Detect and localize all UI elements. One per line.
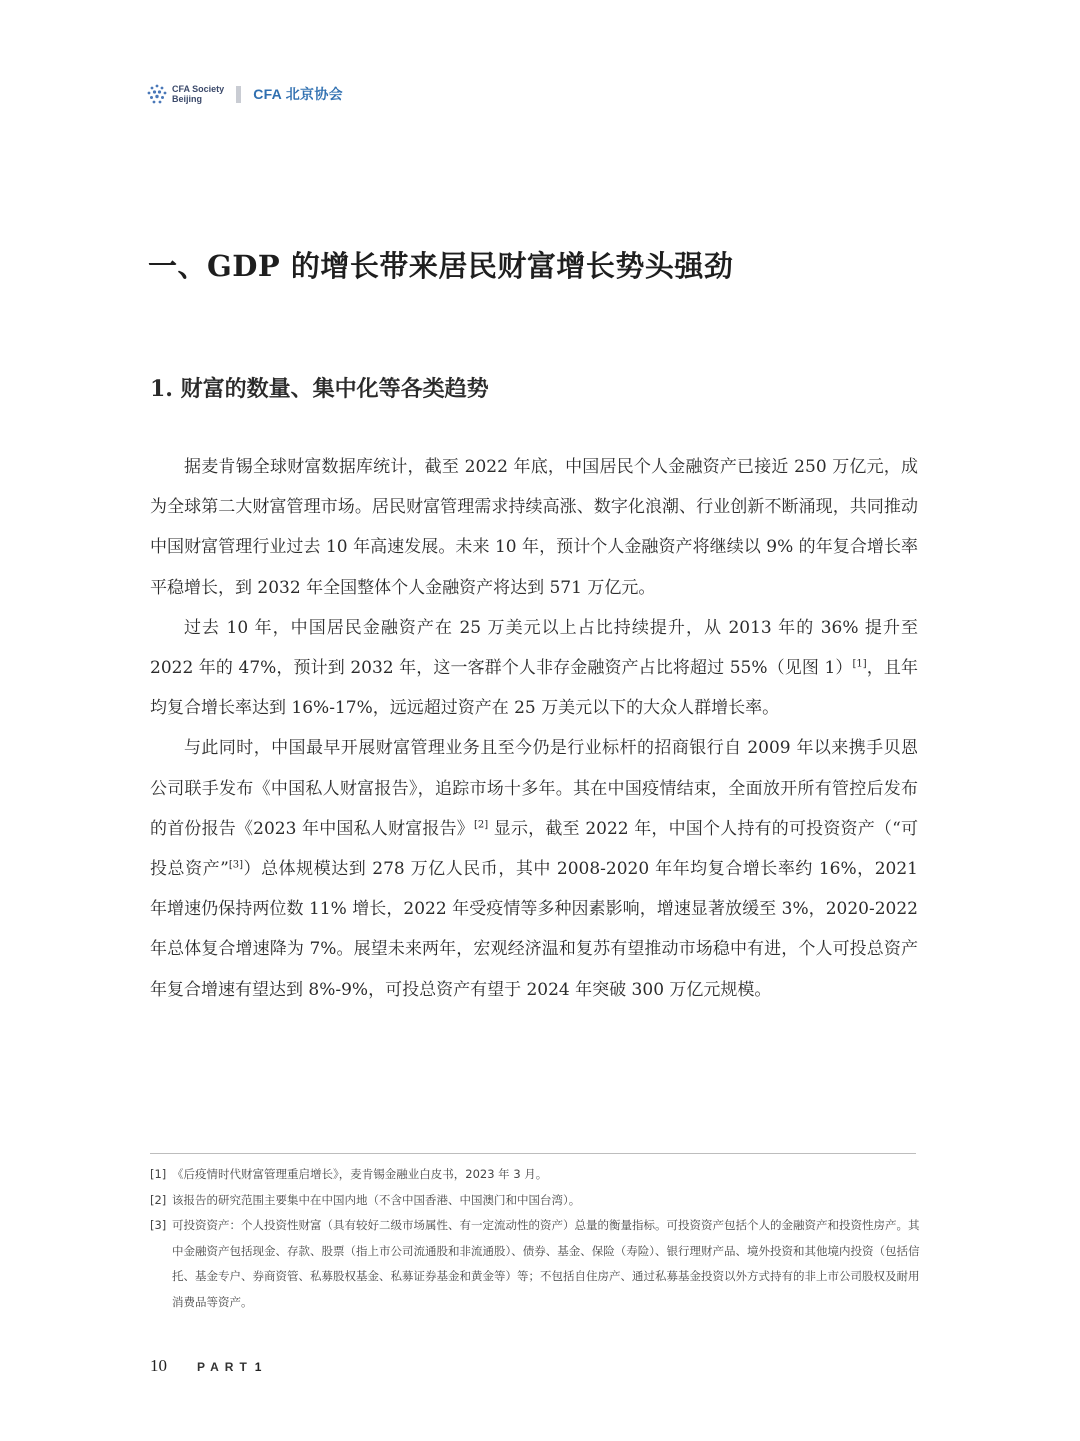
footnote-number: [1] xyxy=(150,1167,167,1181)
footnote-number: [2] xyxy=(150,1192,167,1207)
footnote-text: 可投资资产：个人投资性财富（具有较好二级市场属性、有一定流动性的资产）总量的衡量指标。可投资资产包括个人的金融资产和投资性房产。其中金融资产包括现金、存款、股票（指上市公司流通股和非流通股）、债券、基金、保险（寿险）、银行理财产品、境外投资和其他境内投资（包括信托、基金专户、券商资管、私募股权基金、私募证券基金和黄金等）等；不包括自住房产、通过私募基金投资以外方式持有的非上市公司股权及耐用消费品等资产。 xyxy=(172,1218,920,1309)
paragraph-2 xyxy=(150,608,918,729)
footnotes xyxy=(150,1162,920,1315)
footnote-item xyxy=(150,1188,920,1214)
page-header xyxy=(146,78,343,110)
logo-line-1: CFA Society xyxy=(172,84,225,94)
logo-wordmark xyxy=(172,84,224,104)
section-title: 一、GDP 的增长带来居民财富增长势头强劲 xyxy=(148,249,734,283)
footnote-text: 《后疫情时代财富管理重启增长》，麦肯锡金融业白皮书，2023 年 3 月。 xyxy=(172,1167,548,1181)
footnote-ref-2[interactable]: [2] xyxy=(473,819,489,831)
footnote-ref-3[interactable]: [3] xyxy=(228,859,244,871)
paragraph-3-part-c: ）总体规模达到 278 万亿人民币，其中 2008-2020 年年均复合增长率约 16%，2021 年增速仍保持两位数 11% 增长，2022 年受疫情等多种因素影响，增速显著放缓至 3%，2020-2022 年总体复合增速降为 7%。展望未来两年，宏观经济温和复苏有望推动市场稳中有进，个人可投总资产年复合增速有望达到 8%-9%，可投总资产有望于 2024 年突破 300 万亿元规模。 xyxy=(150,859,918,1000)
header-divider xyxy=(236,86,241,103)
footnote-item xyxy=(150,1162,920,1188)
paragraph-3-part-a: 与此同时，中国最早开展财富管理业务且至今仍是行业标杆的招商银行自 2009 年以来携手贝恩公司联手发布《中国私人财富报告》，追踪市场十多年。其在中国疫情结束，全面放开所有管控后发布的首份报告《2023 年中国私人财富报告》 xyxy=(150,738,918,839)
logo-line-2: Beijing xyxy=(172,94,203,104)
paragraph-3 xyxy=(150,728,918,1009)
header-brand: CFA 北京协会 xyxy=(253,86,343,102)
page-number: 10 xyxy=(150,1356,167,1375)
paragraph-2-part-a: 过去 10 年，中国居民金融资产在 25 万美元以上占比持续提升，从 2013 年的 36% 提升至 2022 年的 47%，预计到 2032 年，这一客群个人非存金融资产占比将超过 55%（见图 1） xyxy=(150,617,918,679)
part-number: 1 xyxy=(254,1360,262,1374)
footnote-item xyxy=(150,1213,920,1315)
page-footer xyxy=(150,1356,261,1376)
paragraph-3-part-b: 显示，截至 2022 年，中国个人持有的可投资资产（“可投总资产” xyxy=(150,818,918,880)
footnote-divider xyxy=(150,1153,916,1154)
footnote-text: 该报告的研究范围主要集中在中国内地（不含中国香港、中国澳门和中国台湾）。 xyxy=(172,1192,581,1207)
paragraph-2-part-b: ，且年均复合增长率达到 16%-17%，远远超过资产在 25 万美元以下的大众人群增长率。 xyxy=(150,658,918,719)
body-text xyxy=(150,447,918,1010)
footnote-ref-1[interactable]: [1] xyxy=(852,658,867,670)
footnote-number: [3] xyxy=(150,1218,167,1232)
paragraph-1: 据麦肯锡全球财富数据库统计，截至 2022 年底，中国居民个人金融资产已接近 250 万亿元，成为全球第二大财富管理市场。居民财富管理需求持续高涨、数字化浪潮、行业创新不断涌现，共同推动中国财富管理行业过去 10 年高速发展。未来 10 年，预计个人金融资产将继续以 9% 的年复合增长率平稳增长，到 2032 年全国整体个人金融资产将达到 571 万亿元。 xyxy=(150,457,918,598)
cfa-globe-logo-icon xyxy=(146,83,168,105)
sub-title: 1. 财富的数量、集中化等各类趋势 xyxy=(150,376,489,402)
part-label: PART xyxy=(197,1360,253,1374)
